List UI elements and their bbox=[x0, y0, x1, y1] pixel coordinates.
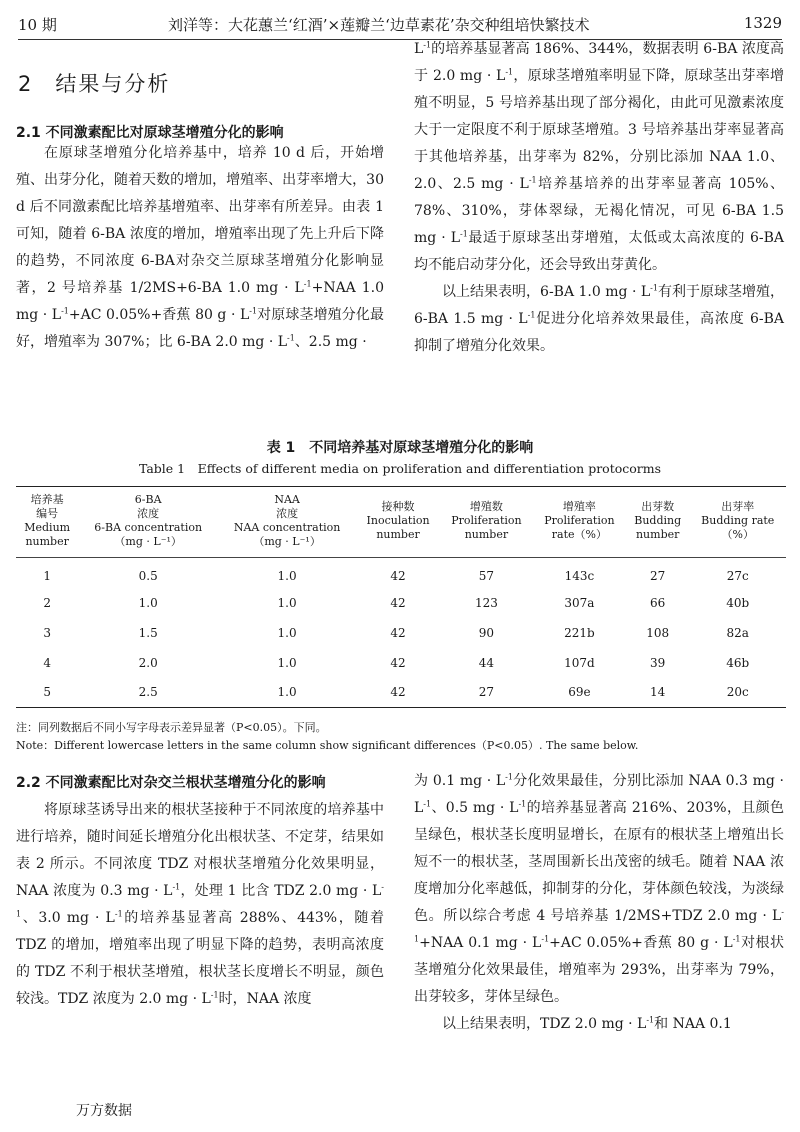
paragraph-2-1-continued: $L^{-1}$的培养基显著高 186%、344%，数据表明 6-BA 浓度高于 2.0 mg · $L^{-1}$，原球茎增殖率明显下降，原球茎出芽率增殖不明显，5 号培养基出现了部分褐化，由此可见激素浓度大于一定限度不利于原球茎增殖。3 号培养基出芽率显著高于其他培养基，出芽率为 82%，分别比添加 NAA 1.0、2.0、2.5 mg · $L^{-1}$培养基培养的出芽率显著高 105%、78%、310%，芽体翠绿，无褐化情况，可见 6-BA 1.5 mg · $L^{-1}$最适于原球茎出芽增殖，太低或太高浓度的 6-BA均不能启动芽分化，还会导致出芽黄化。 bbox=[414, 40, 785, 273]
table-cell: 66 bbox=[650, 595, 666, 610]
table-cell: 123 bbox=[474, 595, 498, 610]
header-line: number bbox=[25, 535, 69, 548]
header-line: Inoculation bbox=[366, 514, 430, 527]
table-header-row bbox=[16, 487, 786, 558]
table-cell: 108 bbox=[646, 625, 670, 640]
table-cell: 42 bbox=[390, 595, 406, 610]
header-line: （mg · L⁻¹） bbox=[114, 535, 182, 548]
header-line: 增殖数 bbox=[469, 500, 503, 513]
paragraph-2-1: 在原球茎增殖分化培养基中，培养 10 d 后，开始增殖、出芽分化，随着天数的增加，增殖率、出芽率增大，30 d 后不同激素配比培养基增殖率、出芽率有所差异。由表 1 可知，随着 6-BA 浓度的增加，增殖率出现了先上升后下降的趋势，不同浓度 6-BA对杂交兰原球茎增殖分化影响显著，2 号培养基 1/2MS+6-BA 1.0 mg · $L^{-1}+NAA$ 1.0 mg · $L^{-1}+AC$ 0.05%+香蕉 80 $g \cdot L^{-1}$对原球茎增殖分化最好，增殖率为 307%；比 6-BA 2.0 mg · $L^{-1}$、2.5 mg · bbox=[16, 145, 384, 350]
table-cell: 27 bbox=[440, 678, 533, 708]
table-cell: 42 bbox=[390, 625, 406, 640]
table-cell: 2 bbox=[43, 595, 51, 610]
table-header-cell bbox=[690, 487, 787, 558]
header-line: number bbox=[635, 528, 680, 541]
subsection-2-1-title: 2.1 不同激素配比对原球茎增殖分化的影响 bbox=[16, 125, 284, 141]
table-row bbox=[16, 588, 786, 618]
header-line: Proliferation bbox=[451, 514, 522, 527]
paragraph-2-1-conclusion: 以上结果表明，6-BA 1.0 mg · $L^{-1}$有利于原球茎增殖，6-BA 1.5 mg · $L^{-1}$促进分化培养效果最佳，高浓度 6-BA 抑制了增殖分化效果。 bbox=[414, 283, 785, 354]
header-line: （mg · L⁻¹） bbox=[253, 535, 321, 548]
page-number: 1329 bbox=[743, 14, 782, 32]
table-cell: 2.0 bbox=[138, 655, 158, 670]
table-header-cell bbox=[218, 487, 356, 558]
table-row bbox=[16, 618, 786, 648]
header-line: NAA concentration bbox=[233, 521, 341, 534]
header-line: 6-BA concentration bbox=[94, 521, 203, 534]
table-header-cell bbox=[440, 487, 533, 558]
table-note-cn: 注：同列数据后不同小写字母表示差异显著（P<0.05）。下同。 bbox=[16, 721, 327, 734]
table-cell: 1.0 bbox=[277, 625, 297, 640]
section-heading bbox=[18, 68, 170, 98]
table-cell: 46b bbox=[726, 655, 750, 670]
table-cell: 57 bbox=[478, 568, 495, 583]
header-line: Budding rate bbox=[701, 514, 775, 527]
table-cell: 5 bbox=[16, 678, 78, 708]
table-header-cell bbox=[356, 487, 440, 558]
table-body bbox=[16, 558, 786, 708]
table-cell: 27c bbox=[726, 568, 749, 583]
header-line: 接种数 bbox=[381, 500, 415, 513]
table-cell: 39 bbox=[650, 655, 666, 670]
table-cell: 69e bbox=[533, 678, 626, 708]
header-line: Medium bbox=[24, 521, 71, 534]
table-cell: 4 bbox=[43, 655, 51, 670]
table-cell: 143c bbox=[564, 568, 595, 583]
table-cell: 90 bbox=[478, 625, 495, 640]
table-cell: 1.0 bbox=[277, 655, 297, 670]
table-row bbox=[16, 648, 786, 678]
table-cell: 221b bbox=[564, 625, 595, 640]
table-row bbox=[16, 558, 786, 588]
table-1-caption-cn: 表 1 不同培养基对原球茎增殖分化的影响 bbox=[266, 440, 534, 456]
table-row bbox=[16, 678, 786, 708]
table-cell: 1.5 bbox=[138, 625, 158, 640]
header-line: 编号 bbox=[36, 507, 59, 520]
header-line: 增殖率 bbox=[562, 500, 596, 513]
section-title: 结果与分析 bbox=[55, 72, 171, 96]
table-1-caption-en: Table 1 Effects of different media on proliferation and differentiation protocorms bbox=[138, 461, 662, 476]
subsection-2-2-title: 2.2 不同激素配比对杂交兰根状茎增殖分化的影响 bbox=[16, 775, 326, 791]
right-column-bottom bbox=[414, 768, 784, 1038]
table-cell: 0.5 bbox=[138, 568, 158, 583]
table-cell: 14 bbox=[626, 678, 690, 708]
table-header-cell bbox=[533, 487, 626, 558]
header-line: 6-BA bbox=[134, 493, 162, 506]
paragraph-2-2: 将原球茎诱导出来的根状茎接种于不同浓度的培养基中进行培养，随时间延长增殖分化出根状茎、不定芽，结果如表 2 所示。不同浓度 TDZ 对根状茎增殖分化效果明显，NAA 浓度为 0.3 mg · $L^{-1}$，处理 1 比含 TDZ 2.0 mg · $L^{-1}$、3.0 mg · $L^{-1}$的培养基显著高 288%、443%，随着 TDZ 的增加，增殖率出现了明显下降的趋势，表明高浓度的 TDZ 不利于根状茎增殖，根状茎长度增长不明显，颜色较浅。TDZ 浓度为 2.0 mg · $L^{-1}$时，NAA 浓度 bbox=[16, 802, 384, 1007]
table-cell: 42 bbox=[390, 655, 406, 670]
left-column-bottom bbox=[16, 770, 384, 1013]
header-line: number bbox=[376, 528, 420, 541]
header-line: Proliferation bbox=[544, 514, 615, 527]
table-header-cell bbox=[78, 487, 218, 558]
header-line: NAA bbox=[274, 493, 300, 506]
header-line: rate（%） bbox=[551, 528, 607, 541]
table-cell: 107d bbox=[564, 655, 595, 670]
table-header-cell bbox=[626, 487, 690, 558]
paragraph-2-2-conclusion: 以上结果表明，TDZ 2.0 mg · $L^{-1}$和 NAA 0.1 bbox=[442, 1015, 732, 1032]
header-line: Budding bbox=[634, 514, 682, 527]
header-line: number bbox=[464, 528, 509, 541]
header-line: 培养基 bbox=[30, 493, 64, 506]
issue-number: 10 期 bbox=[18, 16, 57, 34]
table-cell: 3 bbox=[43, 625, 51, 640]
table-cell: 44 bbox=[478, 655, 495, 670]
table-header-cell bbox=[16, 487, 78, 558]
table-cell: 1.0 bbox=[277, 595, 297, 610]
table-cell: 20c bbox=[690, 678, 787, 708]
table-cell: 42 bbox=[356, 678, 440, 708]
table-cell: 1.0 bbox=[277, 568, 297, 583]
header-line: 浓度 bbox=[137, 507, 160, 520]
watermark-footer: 万方数据 bbox=[76, 1103, 132, 1119]
header-line: 出芽数 bbox=[641, 500, 675, 513]
table-cell: 2.5 bbox=[78, 678, 218, 708]
left-column-top bbox=[16, 140, 384, 356]
table-cell: 1.0 bbox=[218, 678, 356, 708]
table-cell: 40b bbox=[726, 595, 750, 610]
table-cell: 1.0 bbox=[138, 595, 158, 610]
table-note-en: Note：Different lowercase letters in the same column show significant differences（P<0.05）. The same below. bbox=[16, 739, 639, 752]
header-line: 出芽率 bbox=[721, 500, 755, 513]
right-column-top bbox=[414, 36, 784, 360]
table-cell: 42 bbox=[390, 568, 406, 583]
table-cell: 1 bbox=[43, 568, 51, 583]
paragraph-2-2-continued: 为 0.1 mg · $L^{-1}$分化效果最佳，分别比添加 NAA 0.3 mg · $L^{-1}$、0.5 mg · $L^{-1}$的培养基显著高 216%、203%，且颜色呈绿色，根状茎长度明显增长，在原有的根状茎上增殖出长短不一的根状茎，茎周围新长出茂密的绒毛。随着 NAA 浓度增加分化率越低，抑制芽的分化，芽体颜色较浅，为淡绿色。所以综合考虑 4 号培养基 1/2MS+TDZ 2.0 mg · $L^{-1}+NAA$ 0.1 mg · $L^{-1}+AC$ 0.05%+香蕉 80 $g \cdot L^{-1}$对根状茎增殖分化效果最佳，增殖率为 293%，出芽率为 79%，出芽较多，芽体呈绿色。 bbox=[414, 772, 784, 1005]
table-cell: 27 bbox=[650, 568, 666, 583]
table-cell: 307a bbox=[564, 595, 595, 610]
header-line: 浓度 bbox=[276, 507, 299, 520]
section-number: 2 bbox=[18, 72, 34, 96]
running-title: 刘洋等：大花蕙兰‘红酒’×莲瓣兰‘边草素花’杂交种组培快繁技术 bbox=[168, 16, 590, 34]
table-1 bbox=[16, 486, 786, 708]
header-line: （%） bbox=[721, 528, 754, 541]
table-cell: 82a bbox=[726, 625, 749, 640]
